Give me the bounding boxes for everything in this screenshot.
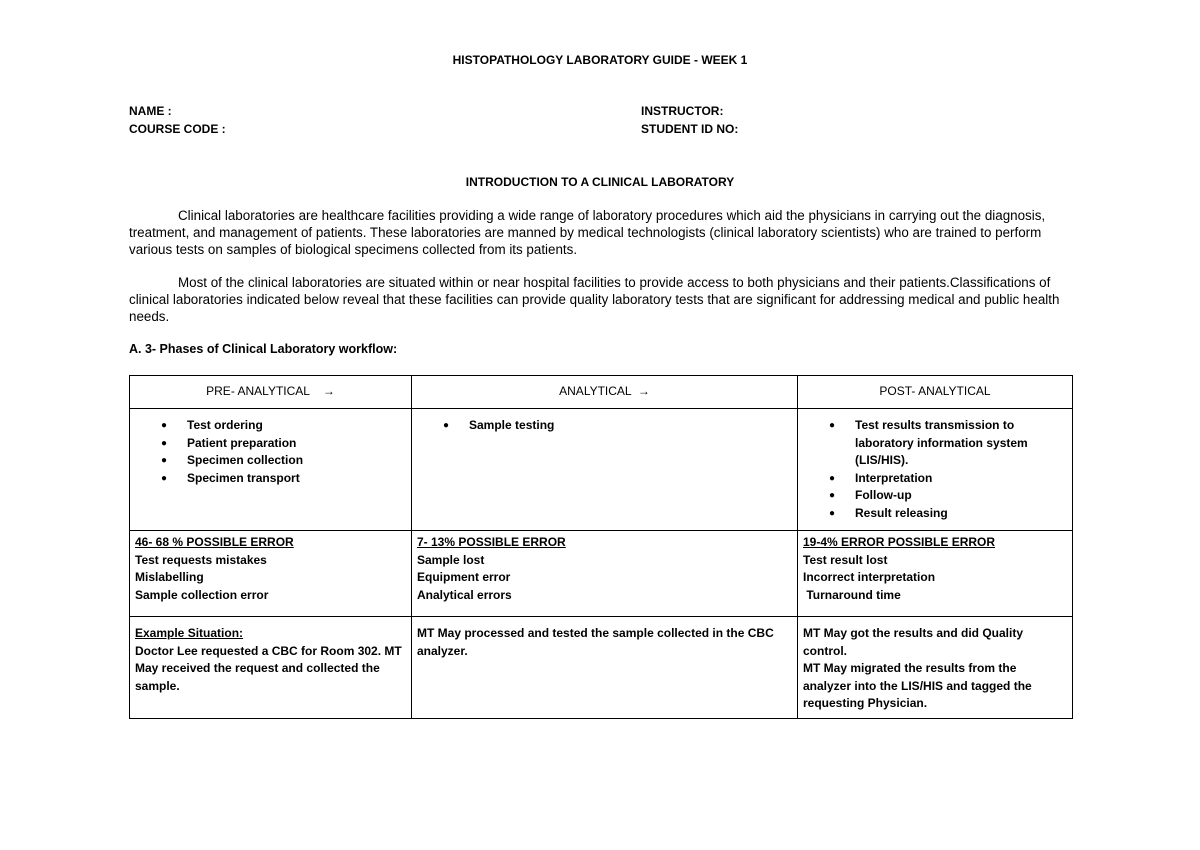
student-id-field-label: STUDENT ID NO:: [641, 122, 739, 136]
error-item: Sample collection error: [135, 587, 269, 602]
error-rate-heading: 19-4% ERROR POSSIBLE ERROR: [803, 535, 996, 549]
errors-row: [130, 531, 1073, 617]
examples-row: [130, 617, 1073, 719]
list-item: ● Result releasing: [855, 505, 1067, 523]
instructor-field-label: INSTRUCTOR:: [641, 104, 724, 118]
error-rate-heading: 46- 68 % POSSIBLE ERROR: [135, 535, 294, 549]
list-item: ● Test results transmission to laboratory information system (LIS/HIS).: [855, 417, 1067, 470]
error-item: Test result lost: [803, 552, 888, 567]
error-item: Turnaround time: [803, 587, 901, 602]
header-pre-analytical: PRE- ANALYTICAL →: [130, 376, 412, 409]
list-item: ● Specimen transport: [187, 470, 406, 488]
post-analytical-steps-cell: [798, 409, 1073, 531]
pre-analytical-example-cell: [130, 617, 412, 719]
analytical-steps-list: [417, 417, 792, 435]
intro-paragraph-1: [129, 207, 1074, 258]
table-header-row: [130, 376, 1073, 409]
example-text: MT May migrated the results from the analyzer into the LIS/HIS and tagged the requesting Physician.: [803, 661, 1032, 710]
example-text: MT May got the results and did Quality control.: [803, 626, 1024, 658]
list-item: ● Test ordering: [187, 417, 406, 435]
analytical-steps-cell: [412, 409, 798, 531]
example-text: MT May processed and tested the sample collected in the CBC analyzer.: [417, 626, 774, 658]
intro-paragraph-2-text: Most of the clinical laboratories are situated within or near hospital facilities to provide access to both physicians and their patients.Classifications of clinical laboratories indicated below reveal that these facilities can provide quality laboratory tests that are significant for addressing medical and public health needs.: [129, 275, 1060, 324]
error-item: Mislabelling: [135, 570, 204, 584]
intro-paragraph-2: [129, 274, 1074, 325]
post-analytical-steps-list: [803, 417, 1067, 522]
pre-analytical-steps-cell: [130, 409, 412, 531]
name-field-label: NAME :: [129, 104, 172, 118]
example-label: Example Situation:: [135, 626, 244, 640]
analytical-errors-cell: [412, 531, 798, 617]
workflow-table: [129, 375, 1073, 719]
list-item: ● Follow-up: [855, 487, 1067, 505]
pre-analytical-errors-cell: [130, 531, 412, 617]
error-item: Sample lost: [417, 552, 485, 567]
list-item: ● Interpretation: [855, 470, 1067, 488]
error-item: Incorrect interpretation: [803, 570, 936, 584]
error-rate-heading: 7- 13% POSSIBLE ERROR: [417, 535, 566, 549]
error-item: Test requests mistakes: [135, 552, 267, 567]
pre-analytical-steps-list: [135, 417, 406, 487]
error-item: Analytical errors: [417, 587, 512, 602]
analytical-example-cell: [412, 617, 798, 719]
header-post-analytical: POST- ANALYTICAL: [798, 376, 1073, 409]
section-title: INTRODUCTION TO A CLINICAL LABORATORY: [465, 175, 735, 189]
post-analytical-errors-cell: [798, 531, 1073, 617]
error-item: Equipment error: [417, 570, 511, 584]
course-code-field-label: COURSE CODE :: [129, 122, 226, 136]
document-title: HISTOPATHOLOGY LABORATORY GUIDE - WEEK 1: [452, 53, 748, 67]
workflow-subheading: A. 3- Phases of Clinical Laboratory workflow:: [129, 342, 398, 356]
post-analytical-example-cell: [798, 617, 1073, 719]
header-analytical: ANALYTICAL →: [412, 376, 798, 409]
example-text: Doctor Lee requested a CBC for Room 302. MT May received the request and collected the sample.: [135, 643, 402, 693]
list-item: ● Patient preparation: [187, 435, 406, 453]
list-item: ● Specimen collection: [187, 452, 406, 470]
steps-row: [130, 409, 1073, 531]
list-item: ● Sample testing: [469, 417, 792, 435]
intro-paragraph-1-text: Clinical laboratories are healthcare facilities providing a wide range of laboratory procedures which aid the physicians in carrying out the diagnosis, treatment, and management of patients. These laboratories are manned by medical technologists (clinical laboratory scientists) who are trained to perform various tests on samples of biological specimens collected from its patients.: [129, 208, 1046, 257]
